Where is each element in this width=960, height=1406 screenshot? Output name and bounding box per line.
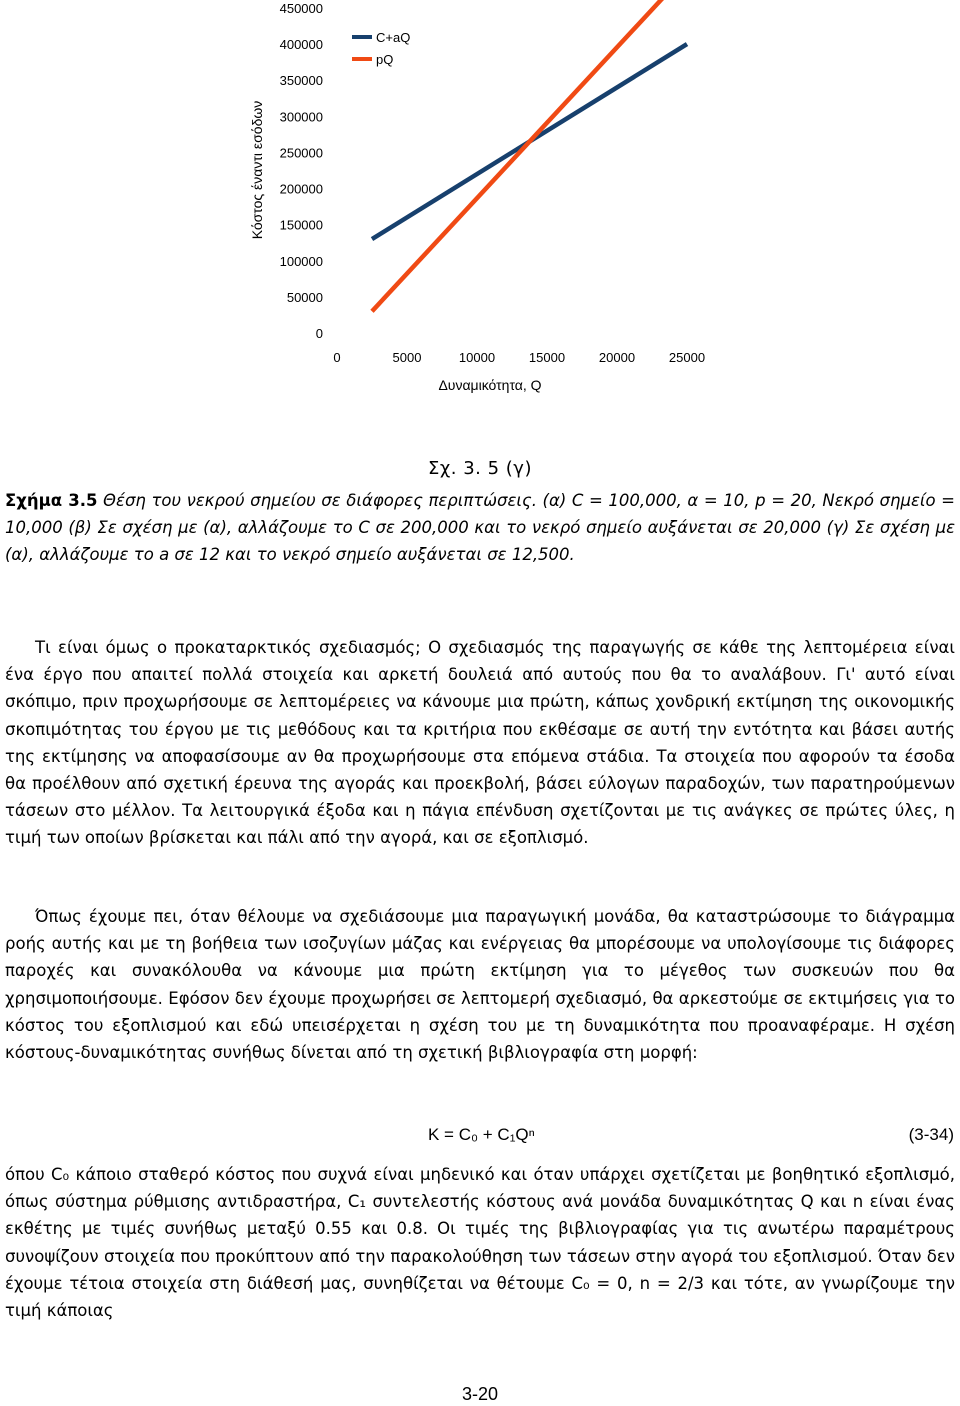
x-tick-label: 10000 <box>458 350 496 365</box>
equation-formula: K = C₀ + C₁Qⁿ <box>428 1125 535 1144</box>
x-axis-tick-labels <box>333 350 705 365</box>
paragraph-1: Τι είναι όμως ο προκαταρκτικός σχεδιασμός; Ο σχεδιασμός της παραγωγής σε κάθε της λεπτομέρεια είναι ένα έργο που απαιτεί πολλά στοιχεία και αρκετή δουλειά από αυτούς που θα το αναλάβουν. Γι' αυτό είναι σκόπιμο, πριν προχωρήσουμε σε λεπτομέρειες να κάνουμε μια πρώτη, κάπως χονδρική εκτίμηση της οικονομικής σκοπιμότητας του έργου με τις μεθόδους και τα κριτήρια που εκθέσαμε σε αυτή την εντότητα και βάσει αυτής της εκτίμησης να αποφασίσουμε αν θα προχωρήσουμε στα επόμενα στάδια. Τα στοιχεία που αφορούν τα έσοδα θα προέλθουν από σχετική έρευνα της αγοράς και προεκβολή, βάσει εύλογων παραδοχών, των παρατηρούμενων τάσεων στο μέλλον. Τα λειτουργικά έξοδα και η πάγια επένδυση σχετίζονται με τις ανάγκες σε πρώτες ύλες, η τιμή των οποίων βρίσκεται και πάλι από την αγορά, και σε εξοπλισμό. <box>5 638 955 848</box>
paragraph-2: Όπως έχουμε πει, όταν θέλουμε να σχεδιάσουμε μια παραγωγική μονάδα, θα καταστρώσουμε το διάγραμμα ροής αυτής και με τη βοήθεια των ισοζυγίων μάζας και ενέργειας θα μπορέσουμε να υπολογίσουμε τις διάφορες παροχές και συνακόλουθα να κάνουμε μια πρώτη εκτίμηση για το μέγεθος των συσκευών που θα χρησιμοποιήσουμε. Εφόσον δεν έχουμε προχωρήσει σε λεπτομερή σχεδιασμό, θα αρκεστούμε σε εκτιμήσεις για το κόστος του εξοπλισμού και εδώ υπεισέρχεται η σχέση του με τη δυναμικότητα που προαναφέραμε. Η σχέση κόστους-δυναμικότητας συνήθως δίνεται από τη σχετική βιβλιογραφία στη μορφή: <box>5 907 955 1063</box>
page-number: 3-20 <box>461 1384 499 1404</box>
x-axis-title: Δυναμικότητα, Q <box>438 377 542 393</box>
y-tick-label: 200000 <box>279 181 323 197</box>
x-tick-label: 25000 <box>668 350 706 365</box>
figure-caption <box>5 487 955 568</box>
y-axis-tick-labels <box>280 1 323 341</box>
legend-swatch-1 <box>352 35 372 39</box>
series-line-2 <box>372 0 687 311</box>
y-tick-label: 450000 <box>279 1 323 16</box>
y-tick-label: 100000 <box>279 253 323 269</box>
y-tick-label: 0 <box>315 326 323 341</box>
y-tick-label: 400000 <box>279 37 323 53</box>
x-tick-label: 5000 <box>392 350 422 365</box>
x-tick-label: 15000 <box>528 350 566 365</box>
legend <box>352 30 410 67</box>
legend-label-2: pQ <box>376 52 394 67</box>
figure-label: Σχ. 3. 5 (γ) <box>428 458 532 479</box>
legend-swatch-2 <box>352 57 372 61</box>
caption-text: Θέση του νεκρού σημείου σε διάφορες περιπτώσεις. (α) C = 100,000, α = 10, p = 20, Νεκρό σημείο = 10,000 (β) Σε σχέση με (α), αλλάζουμε το C σε 200,000 και το νεκρό σημείο αυξάνεται σε 20,000 (γ) Σε σχέση με (α), αλλάζουμε το a σε 12 και το νεκρό σημείο αυξάνεται σε 12,500. <box>5 491 955 564</box>
y-tick-label: 300000 <box>279 109 323 125</box>
y-tick-label: 50000 <box>286 289 323 305</box>
break-even-chart <box>0 0 960 460</box>
x-tick-label: 20000 <box>598 350 636 365</box>
equation <box>0 1125 960 1151</box>
x-tick-label: 0 <box>333 350 341 365</box>
series-lines <box>372 0 687 311</box>
legend-label-1: C+aQ <box>376 30 411 45</box>
y-tick-label: 250000 <box>279 145 323 161</box>
caption-label: Σχήμα 3.5 <box>5 491 98 510</box>
y-tick-label: 350000 <box>279 73 323 89</box>
equation-number: (3-34) <box>908 1125 954 1144</box>
y-tick-label: 150000 <box>279 217 323 233</box>
y-axis-title: Κόστος έναντι εσόδων <box>249 100 265 240</box>
paragraph-3: όπου C₀ κάποιο σταθερό κόστος που συχνά είναι μηδενικό και όταν υπάρχει σχετίζεται με βοηθητικό εξοπλισμό, όπως σύστημα ρύθμισης αντιδραστήρα, C₁ συντελεστής κόστους ανά μονάδα δυναμικότητας Q και n είναι ένας εκθέτης με τιμές συνήθως μεταξύ 0.55 και 0.8. Οι τιμές της βιβλιογραφίας για τις ανωτέρω παραμέτρους συνοψίζουν στοιχεία που προκύπτουν από την παρακολούθηση των τάσεων στην αγορά του εξοπλισμού. Όταν δεν έχουμε τέτοια στοιχεία στη διάθεσή μας, συνηθίζεται να θέτουμε C₀ = 0, n = 2/3 και τότε, αν γνωρίζουμε την τιμή κάποιας <box>5 1165 955 1321</box>
